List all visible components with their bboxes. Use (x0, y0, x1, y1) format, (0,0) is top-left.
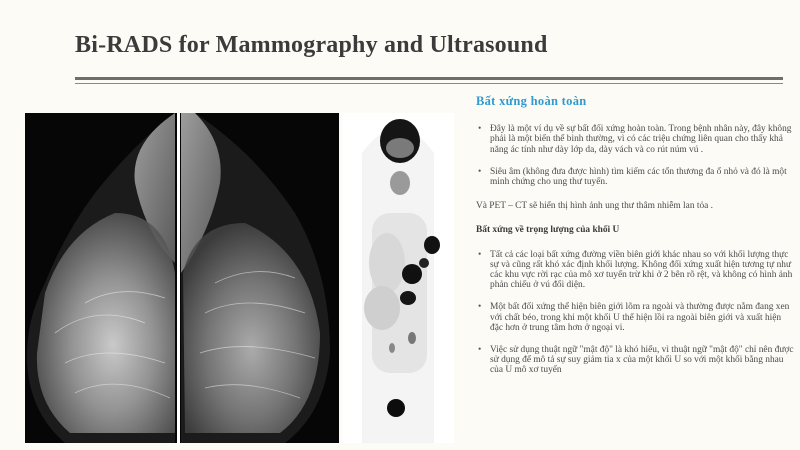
bullet-item: • Siêu âm (không đưa được hình) tìm kiếm các tổn thương đa ổ nhỏ và đó là một minh chứng cho ung thư tuyến. (476, 167, 796, 187)
pet-ct-paragraph: Và PET – CT sẽ hiển thị hình ảnh ung thư thâm nhiễm lan tỏa . (476, 201, 713, 212)
bullet-item: • Đây là một ví dụ về sự bất đối xứng hoàn toàn. Trong bệnh nhân này, đây không phải là một biến thể bình thường, vì có các triệu chứng liên quan cho thấy khả năng ác tính như dày lớp da, dày vách và co rút núm vú . (476, 124, 796, 155)
bullet-item: • Một bất đối xứng thể hiện biên giới lõm ra ngoài và thường được nằm đang xen với chất béo, trong khi một khối U thể hiện lồi ra ngoài biên giới và xuất hiện đặc hơn ở trung tâm hơn ở ngoại vi. (476, 302, 796, 333)
section1-bullet-list (476, 124, 796, 187)
section-heading-complete-asymmetry: Bất xứng hoàn toàn (476, 94, 587, 108)
section2-bullet-list (476, 250, 796, 376)
title-divider-thin (75, 83, 783, 84)
pet-ct-image (342, 113, 454, 443)
title-divider-thick (75, 77, 783, 80)
section-heading-mass-asymmetry: Bất xứng về trọng lượng của khối U (476, 225, 620, 236)
mammogram-image (25, 113, 339, 443)
bullet-item: • Việc sử dụng thuật ngữ "mật độ" là khó hiểu, vì thuật ngữ "mật độ" chỉ nên được sử dụng để mô tả sự suy giảm tia x của một khối U so với một khối bằng nhau của U mô xơ tuyến (476, 345, 796, 376)
bullet-item: • Tất cả các loại bất xứng đường viền biên giới khác nhau so với khối lượng thực sự và cũng rất khó xác định khối lượng. Không đối xứng xuất hiện tương tự như các khu vực rời rạc của mô xơ tuyến trừ khi ở 2 bên rõ rệt, và không có hình ảnh phản chiếu ở vú đối diện. (476, 250, 796, 291)
slide-content (476, 96, 796, 388)
slide-title: Bi-RADS for Mammography and Ultrasound (75, 32, 548, 58)
